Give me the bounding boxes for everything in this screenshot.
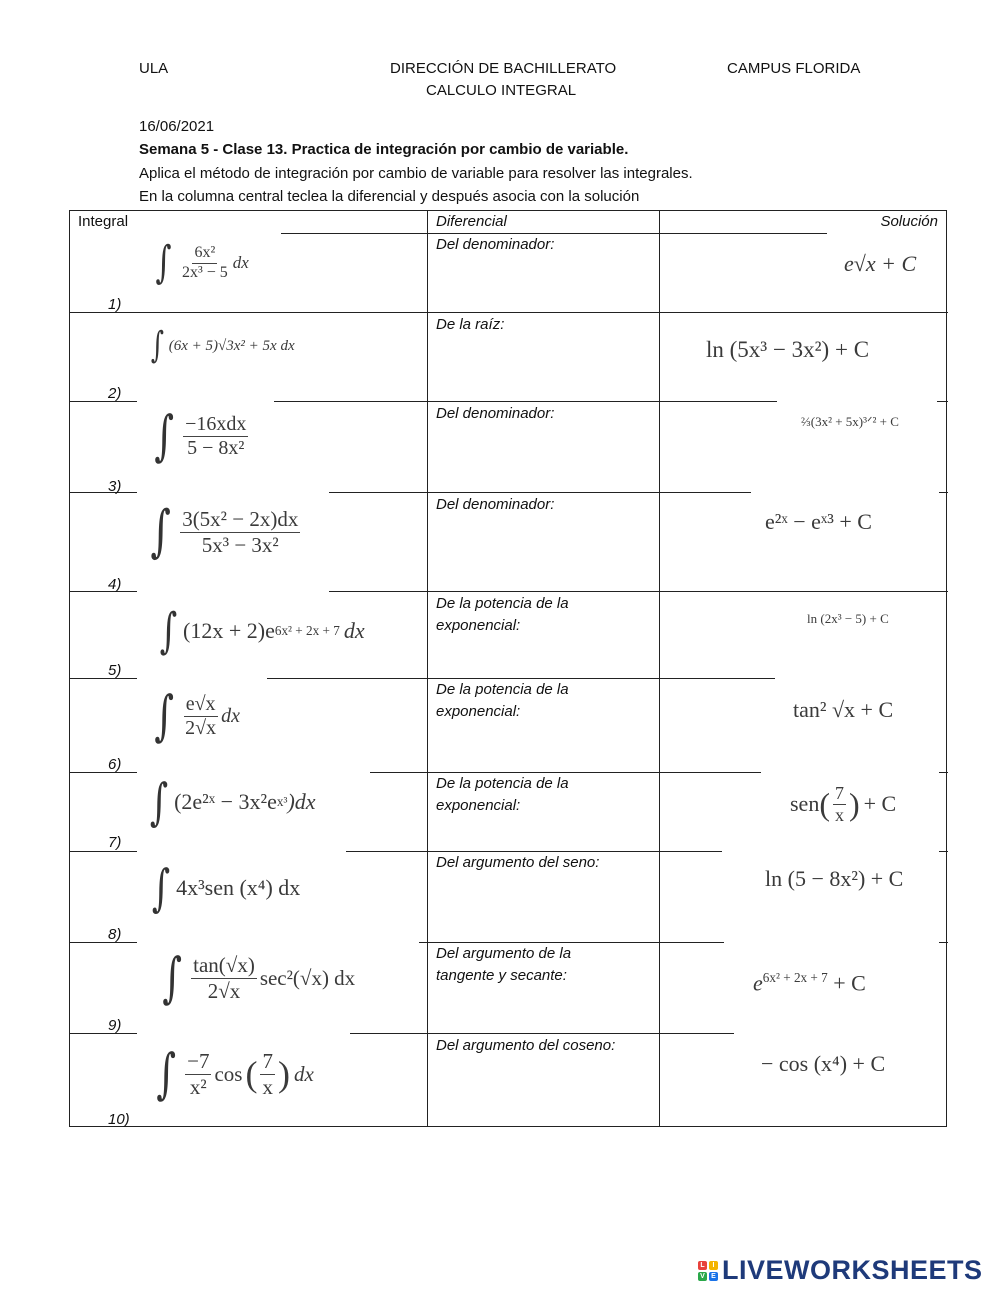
numerator: tan(√x) xyxy=(193,953,255,978)
row-divider xyxy=(939,942,948,943)
numerator: e√x xyxy=(185,692,216,715)
integral-sign: ∫ xyxy=(154,404,174,467)
integral-sign: ∫ xyxy=(150,499,171,564)
integral-6 xyxy=(150,684,241,747)
numerator: 3(5x² − 2x)dx xyxy=(182,507,299,532)
row-number: 9) xyxy=(108,1017,122,1034)
differential-hint[interactable]: Del denominador: xyxy=(436,496,555,513)
differential-hint[interactable]: Del denominador: xyxy=(436,236,555,253)
differential: )dx xyxy=(287,789,316,814)
row-divider xyxy=(70,401,137,402)
differential-hint[interactable]: Del argumento de la tangente y secante: xyxy=(436,945,572,984)
denominator: x xyxy=(262,1074,273,1099)
denominator: 5x³ − 3x² xyxy=(201,532,279,557)
row-number: 1) xyxy=(108,296,122,313)
integral-sign: ∫ xyxy=(162,946,182,1009)
solution-card[interactable]: sen ( $\frac{7}{x}$ ) + C xyxy=(790,783,897,825)
integral-sign: ∫ xyxy=(156,1042,176,1105)
school-name: ULA xyxy=(139,60,169,77)
exponent: x³ xyxy=(276,794,288,809)
integral-8 xyxy=(148,859,301,917)
cos-function: cos xyxy=(214,1061,243,1086)
column-header-solucion: Solución xyxy=(880,213,938,230)
integral-1 xyxy=(152,237,249,288)
integral-sign: ∫ xyxy=(151,859,171,917)
row-divider xyxy=(70,942,137,943)
differential: dx xyxy=(221,704,241,727)
differential-hint[interactable]: Del denominador: xyxy=(436,405,555,422)
department-name: DIRECCIÓN DE BACHILLERATO xyxy=(390,60,617,77)
row-number: 3) xyxy=(108,478,122,495)
differential-hint[interactable]: De la potencia de la exponencial: xyxy=(436,681,569,720)
integral-sign: ∫ xyxy=(149,773,169,831)
denominator: 5 − 8x² xyxy=(187,436,245,459)
row-divider xyxy=(939,851,948,852)
solution-card[interactable]: − cos (x⁴) + C xyxy=(761,1051,886,1076)
base-e: e xyxy=(753,970,763,996)
constant: + C xyxy=(863,791,897,817)
integrand: 4x³sen (x⁴) dx xyxy=(176,875,301,900)
row-divider xyxy=(70,312,948,313)
differential: dx xyxy=(343,618,365,643)
exponent: 6x² + 2x + 7 xyxy=(274,623,340,638)
differential: dx xyxy=(293,1061,314,1086)
solution-card[interactable]: e√x + C xyxy=(844,251,917,276)
logo-icon: L I V E xyxy=(698,1261,718,1281)
row-divider xyxy=(70,591,137,592)
differential: dx xyxy=(232,253,249,272)
solution-card[interactable]: ⅔(3x² + 5x)³ᐟ² + C xyxy=(801,414,899,429)
date: 16/06/2021 xyxy=(139,118,215,135)
row-divider xyxy=(274,401,777,402)
integrand-tail: sec²(√x) dx xyxy=(259,965,356,990)
integrand: (2e²ˣ − 3x²e xyxy=(174,789,277,814)
integral-sign: ∫ xyxy=(159,603,178,659)
row-divider xyxy=(329,591,948,592)
integral-4 xyxy=(146,499,303,564)
numerator: 7 xyxy=(834,783,844,803)
row-number: 8) xyxy=(108,926,122,943)
row-divider xyxy=(329,492,751,493)
differential-hint[interactable]: De la potencia de la exponencial: xyxy=(436,595,569,634)
solution-card[interactable]: ln (5 − 8x²) + C xyxy=(765,866,904,891)
row-divider xyxy=(70,772,137,773)
course-title: CALCULO INTEGRAL xyxy=(426,82,577,99)
integral-3 xyxy=(150,404,251,467)
denominator: 2x³ − 5 xyxy=(181,263,228,281)
row-number: 5) xyxy=(108,662,122,679)
integral-9 xyxy=(158,946,356,1009)
differential-hint[interactable]: De la potencia de la exponencial: xyxy=(436,775,569,814)
sen-function: sen xyxy=(790,791,820,817)
row-number: 6) xyxy=(108,756,122,773)
solution-card[interactable]: e²ˣ − eˣ³ + C xyxy=(765,509,872,534)
campus-name: CAMPUS FLORIDA xyxy=(727,60,861,77)
integral-sign: ∫ xyxy=(150,325,164,366)
row-number: 4) xyxy=(108,576,122,593)
differential-hint[interactable]: De la raíz: xyxy=(436,316,505,333)
integral-sign: ∫ xyxy=(155,237,172,288)
exponent: 6x² + 2x + 7 xyxy=(762,970,828,985)
instruction-2: En la columna central teclea la diferencial y después asocia con la solución xyxy=(139,188,640,205)
solution-card[interactable]: tan² √x + C xyxy=(793,697,894,722)
column-divider xyxy=(659,211,660,1126)
row-divider xyxy=(70,492,137,493)
column-header-integral: Integral xyxy=(78,213,129,230)
integrand: (6x + 5)√3x² + 5x dx xyxy=(168,337,295,354)
row-number: 10) xyxy=(108,1111,130,1128)
row-number: 7) xyxy=(108,834,122,851)
solution-card[interactable] xyxy=(753,970,866,996)
column-divider xyxy=(427,211,428,1126)
integrand: (12x + 2)e xyxy=(183,618,275,643)
numerator: −16xdx xyxy=(185,412,247,435)
integral-2 xyxy=(148,325,295,366)
row-divider xyxy=(70,851,137,852)
column-header-diferencial: Diferencial xyxy=(436,213,507,230)
row-divider xyxy=(70,1033,137,1034)
row-divider xyxy=(939,772,948,773)
class-title: Semana 5 - Clase 13. Practica de integración por cambio de variable. xyxy=(139,141,629,158)
numerator: −7 xyxy=(187,1049,210,1074)
constant: + C xyxy=(833,970,866,996)
denominator: x² xyxy=(189,1074,207,1099)
denominator: 2√x xyxy=(207,978,241,1003)
denominator: x xyxy=(834,804,844,825)
row-divider xyxy=(937,401,948,402)
denominator: 2√x xyxy=(185,716,217,739)
integral-sign: ∫ xyxy=(154,684,174,747)
instruction-1: Aplica el método de integración por cambio de variable para resolver las integrales. xyxy=(139,165,693,182)
logo-text: LIVEWORKSHEETS xyxy=(722,1255,983,1285)
integral-7 xyxy=(146,773,316,831)
differential-hint[interactable]: Del argumento del seno: xyxy=(436,854,600,871)
row-divider xyxy=(70,678,137,679)
integral-5 xyxy=(156,603,365,659)
solution-card[interactable]: ln (2x³ − 5) + C xyxy=(807,611,889,626)
row-number: 2) xyxy=(108,385,122,402)
exercise-table xyxy=(69,210,947,1127)
liveworksheets-logo xyxy=(698,1255,983,1286)
numerator: 6x² xyxy=(192,244,217,263)
row-divider xyxy=(350,1033,734,1034)
row-divider xyxy=(939,492,948,493)
numerator: 7 xyxy=(262,1049,273,1074)
integral-10: ∫ $\frac{-7}{\text{x²}}$ cos ( $\frac{7}{x}$ ) dx xyxy=(156,1042,314,1105)
differential-hint[interactable]: Del argumento del coseno: xyxy=(436,1037,616,1054)
solution-card[interactable]: ln (5x³ − 3x²) + C xyxy=(706,337,870,362)
